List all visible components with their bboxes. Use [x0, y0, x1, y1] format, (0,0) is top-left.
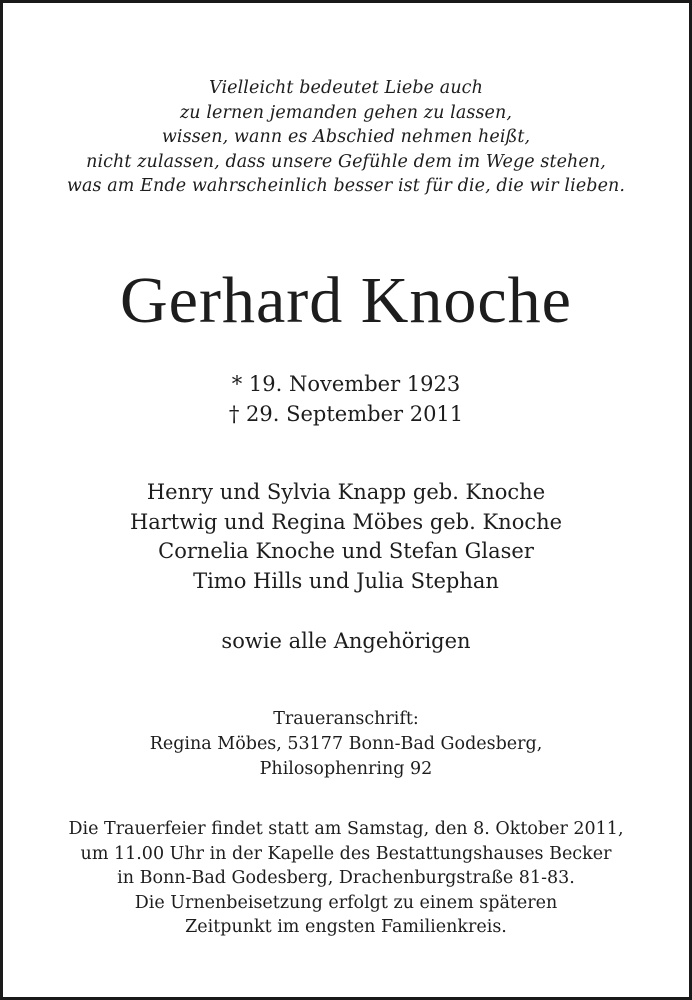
mourner-line: Henry und Sylvia Knapp geb. Knoche	[146, 480, 546, 504]
ceremony-line: Die Urnenbeisetzung erfolgt zu einem späteren	[134, 892, 558, 913]
relatives-line: sowie alle Angehörigen	[221, 629, 471, 653]
poem-line: Vielleicht bedeutet Liebe auch	[209, 78, 483, 98]
mourning-address	[3, 707, 689, 782]
poem	[3, 76, 689, 199]
ceremony-line: in Bonn-Bad Godesberg, Drachenburgstraße 81-83.	[117, 868, 575, 888]
poem-line: nicht zulassen, dass unsere Gefühle dem im Wege stehen,	[86, 151, 606, 172]
ceremony-line: um 11.00 Uhr in der Kapelle des Bestattungshauses Becker	[80, 843, 612, 864]
deceased-name: Gerhard Knoche	[120, 264, 572, 337]
mourner-line: Timo Hills und Julia Stephan	[193, 568, 499, 593]
mourner-line: Hartwig und Regina Möbes geb. Knoche	[129, 509, 563, 534]
ceremony-line: Zeitpunkt im engsten Familienkreis.	[185, 917, 507, 937]
death-date: † 29. September 2011	[228, 402, 464, 426]
mourners-list	[3, 478, 689, 596]
mourner-line: Cornelia Knoche und Stefan Glaser	[158, 539, 534, 563]
address-line: Regina Möbes, 53177 Bonn-Bad Godesberg,	[149, 734, 543, 754]
address-label: Traueranschrift:	[273, 709, 419, 729]
ceremony-details	[3, 817, 689, 940]
life-dates	[3, 369, 689, 429]
ceremony-line: Die Trauerfeier findet statt am Samstag, den 8. Oktober 2011,	[68, 819, 624, 839]
poem-line: was am Ende wahrscheinlich besser ist für die, die wir lieben.	[66, 176, 626, 196]
poem-line: wissen, wann es Abschied nehmen heißt,	[161, 127, 531, 147]
birth-date: * 19. November 1923	[231, 372, 461, 396]
address-line: Philosophenring 92	[259, 759, 433, 779]
poem-line: zu lernen jemanden gehen zu lassen,	[179, 102, 513, 123]
